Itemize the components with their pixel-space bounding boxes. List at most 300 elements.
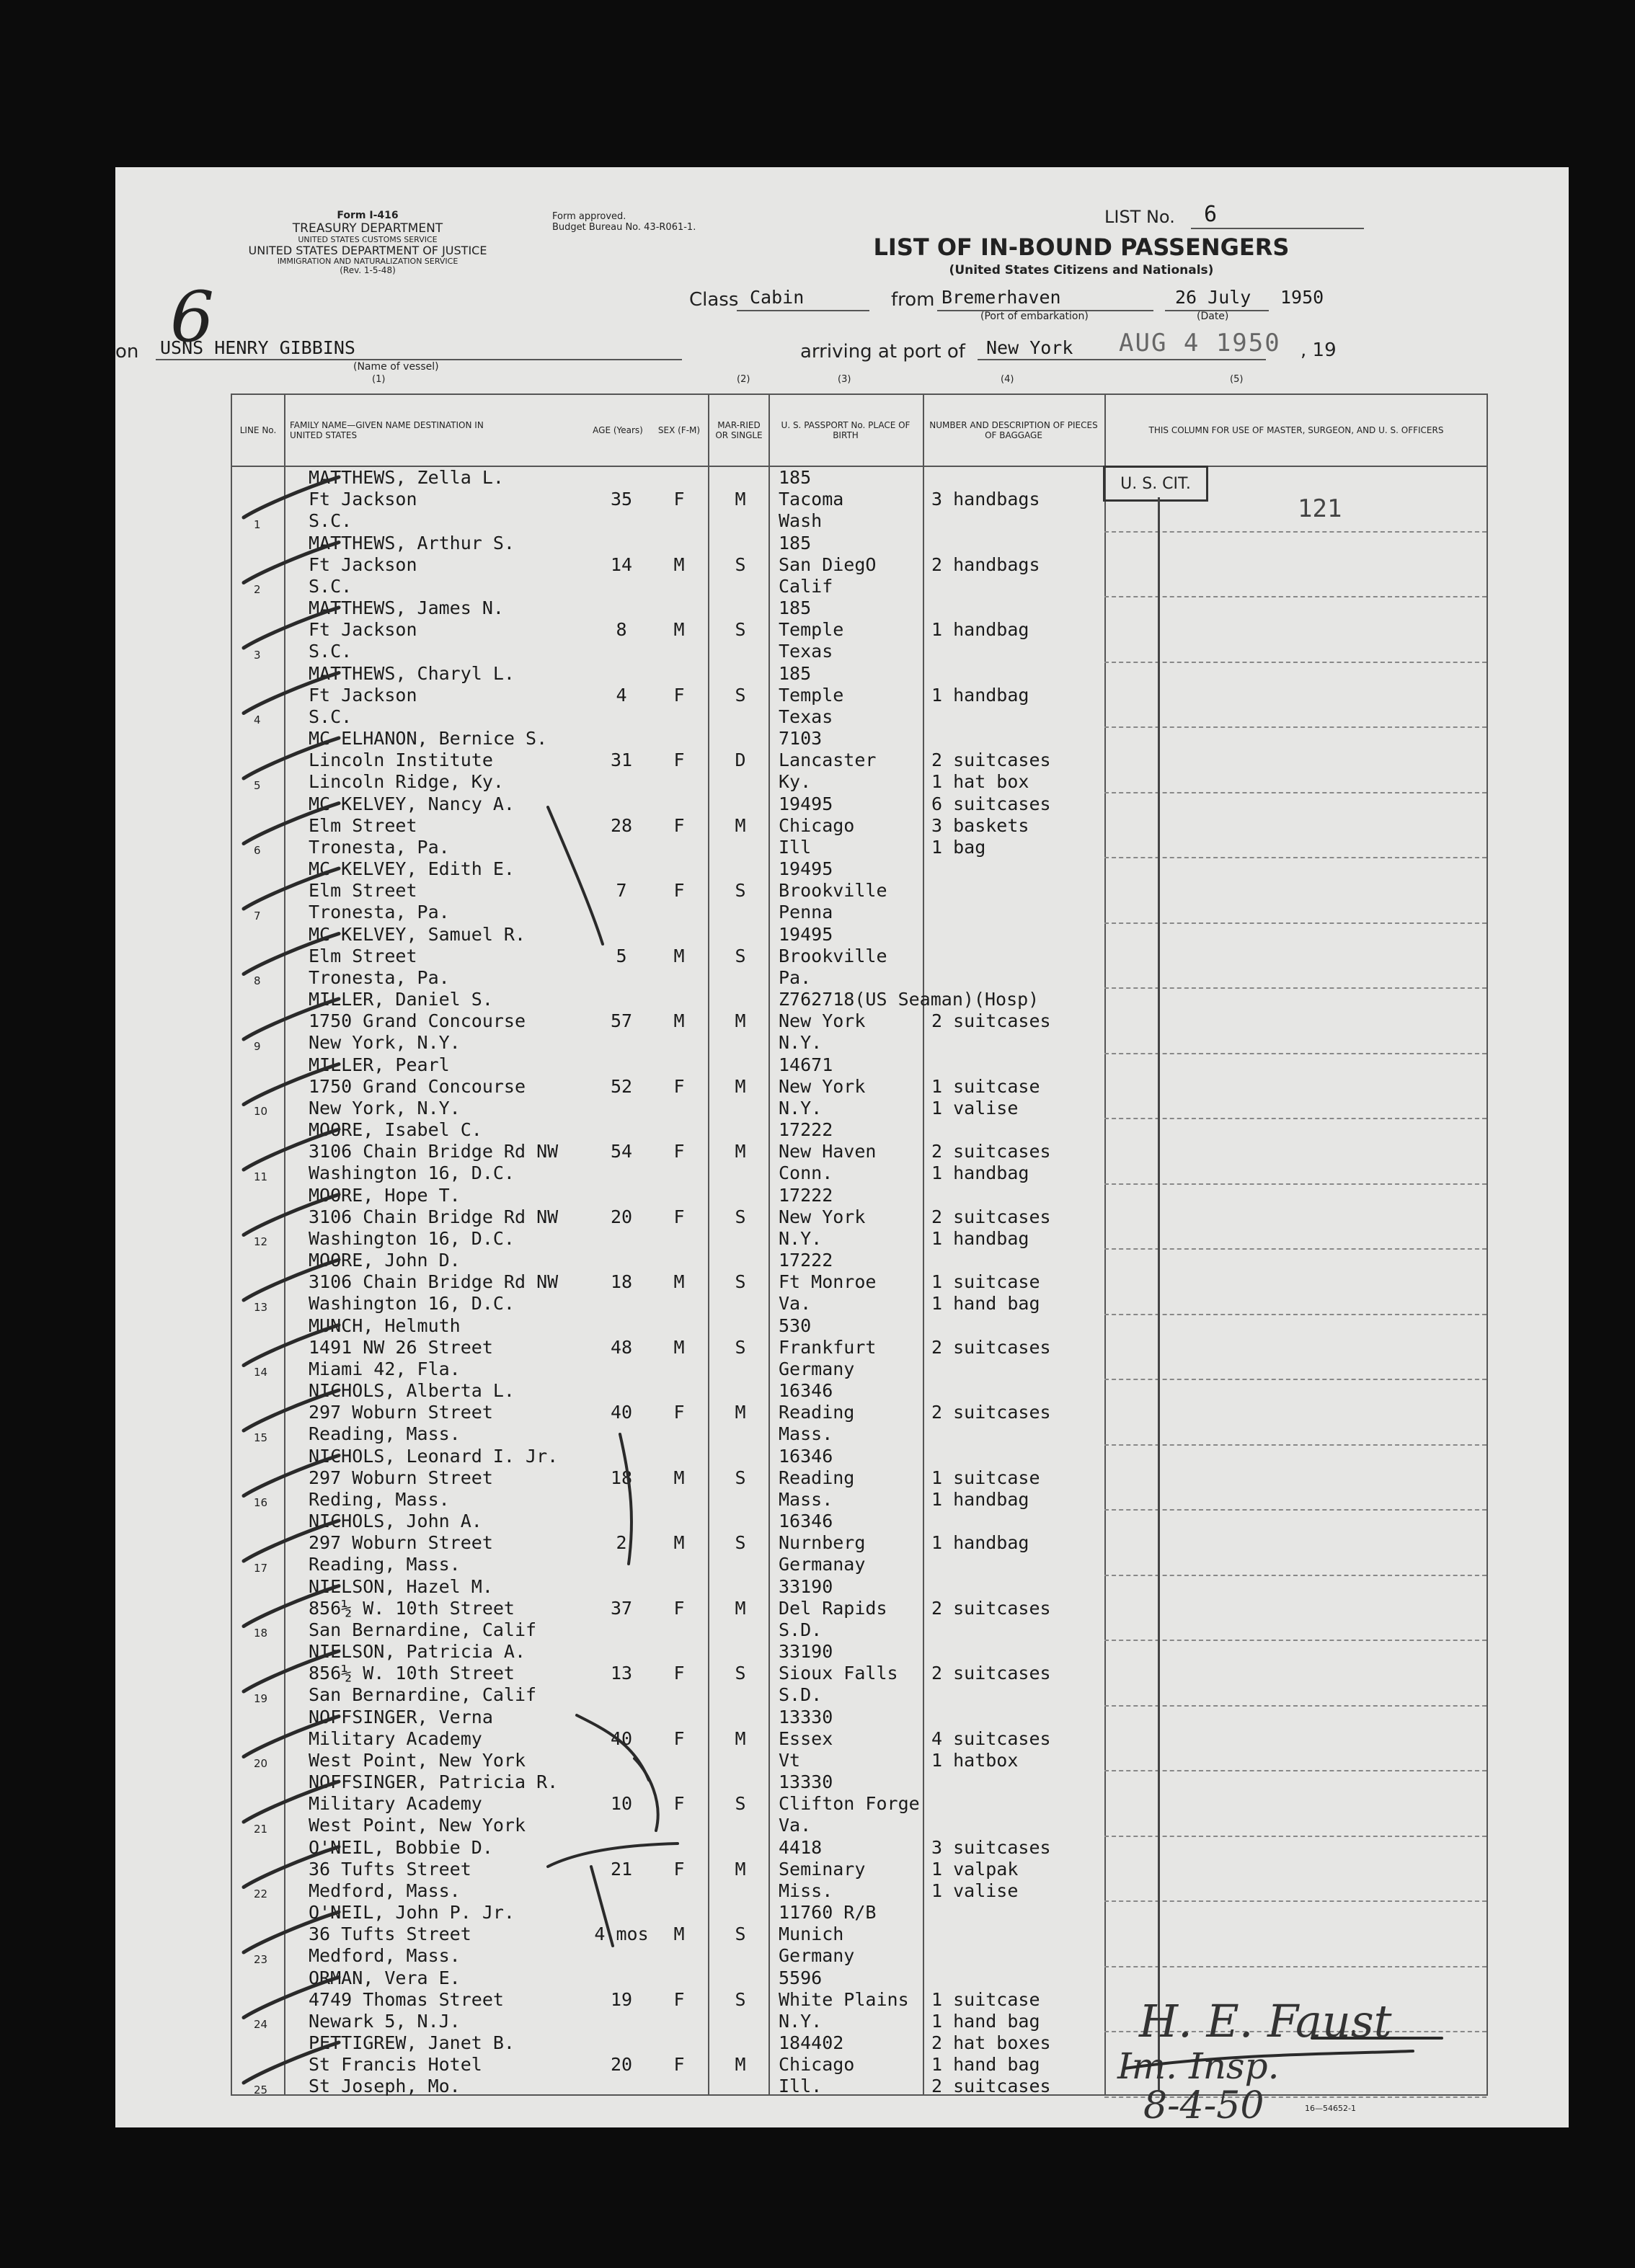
birthplace-state: S.D. <box>779 1684 823 1705</box>
marital-status: M <box>735 1858 746 1880</box>
passenger-sex: F <box>673 880 685 901</box>
vessel-name: USNS HENRY GIBBINS <box>160 337 355 358</box>
birthplace-city: Tacoma <box>779 489 844 510</box>
baggage-line-1: 1 suitcase <box>931 1075 1040 1097</box>
line-number: 8 <box>254 974 261 987</box>
passport-number: 19495 <box>779 793 833 814</box>
marital-status: S <box>735 1988 746 2010</box>
address-line-2: S.C. <box>309 510 353 531</box>
col-married: MAR-RIED OR SINGLE <box>715 420 763 440</box>
marital-status: S <box>735 1271 746 1292</box>
address-line-1: 36 Tufts Street <box>309 1924 471 1944</box>
passenger-name: NICHOLS, Alberta L. <box>309 1380 515 1401</box>
us-citizen-stamp: U. S. CIT. <box>1103 466 1208 502</box>
birthplace-state: Germanay <box>779 1554 866 1575</box>
passenger-name: MC KELVEY, Samuel R. <box>309 923 526 945</box>
table-row <box>232 663 1486 729</box>
passenger-age: 19 <box>610 1988 633 2010</box>
line-number: 11 <box>254 1170 268 1183</box>
address-line-1: Ft Jackson <box>309 489 417 510</box>
address-line-1: Ft Jackson <box>309 684 417 706</box>
passenger-sex: F <box>673 2054 685 2075</box>
marital-status: M <box>735 2054 746 2075</box>
birthplace-city: Reading <box>779 1402 855 1423</box>
passenger-sex: F <box>673 1793 685 1814</box>
address-line-1: 297 Woburn Street <box>309 1402 493 1423</box>
line-number: 21 <box>254 1822 268 1836</box>
address-line-2: Reding, Mass. <box>309 1488 450 1510</box>
passenger-age: 20 <box>610 2054 633 2075</box>
passenger-age: 57 <box>610 1010 633 1031</box>
passenger-sex: M <box>673 1271 685 1292</box>
ins-label: IMMIGRATION AND NATURALIZATION SERVICE <box>277 256 458 266</box>
passport-number: 19495 <box>779 858 833 879</box>
address-line-1: Ft Jackson <box>309 619 417 640</box>
marital-status: S <box>735 880 746 901</box>
rev-label: (Rev. 1-5-48) <box>340 265 396 276</box>
passenger-name: MC ELHANON, Bernice S. <box>309 728 548 749</box>
customs-label: UNITED STATES CUSTOMS SERVICE <box>298 234 438 244</box>
address-line-2: Medford, Mass. <box>309 1945 461 1966</box>
address-line-2: West Point, New York <box>309 1815 526 1836</box>
passenger-sex: F <box>673 1206 685 1227</box>
marital-status: M <box>735 1141 746 1162</box>
table-row <box>232 1250 1486 1315</box>
passport-number: 185 <box>779 467 812 488</box>
form-number: Form I-416 <box>337 210 399 221</box>
birthplace-city: White Plains <box>779 1988 909 2010</box>
line-number: 16 <box>254 1496 268 1509</box>
birthplace-state: Miss. <box>779 1880 833 1901</box>
marital-status: S <box>735 1924 746 1944</box>
address-line-2: St Joseph, Mo. <box>309 2076 461 2096</box>
passenger-sex: M <box>673 1336 685 1358</box>
address-line-2: Tronesta, Pa. <box>309 966 450 988</box>
address-line-1: Elm Street <box>309 880 417 901</box>
address-line-2: Lincoln Ridge, Ky. <box>309 771 504 792</box>
passenger-sex: F <box>673 750 685 770</box>
passenger-name: MATTHEWS, Charyl L. <box>309 662 515 684</box>
line-number: 10 <box>254 1105 268 1118</box>
col-line-no: LINE No. <box>239 425 277 436</box>
baggage-line-3: 1 valise <box>931 1880 1019 1901</box>
vessel-caption: (Name of vessel) <box>353 361 439 373</box>
birthplace-state: Ill <box>779 836 812 858</box>
arriving-label: arriving at port of <box>800 341 965 363</box>
baggage-line-2: 1 hat box <box>931 771 1029 792</box>
address-line-1: 1491 NW 26 Street <box>309 1336 493 1358</box>
table-row <box>232 1837 1486 1903</box>
passenger-sex: F <box>673 814 685 836</box>
address-line-2: San Bernardine, Calif <box>309 1684 537 1705</box>
marital-status: S <box>735 684 746 706</box>
baggage-line-1: 2 suitcases <box>931 1597 1051 1619</box>
table-row <box>232 793 1486 859</box>
baggage-line-1: 2 suitcases <box>931 1010 1051 1031</box>
passenger-age: 20 <box>610 1206 633 1227</box>
passenger-name: NICHOLS, Leonard I. Jr. <box>309 1445 559 1467</box>
baggage-line-2: 1 handbag <box>931 1162 1029 1183</box>
passenger-table <box>231 393 1488 2096</box>
passenger-name: O'NEIL, Bobbie D. <box>309 1836 493 1858</box>
birthplace-state: Mass. <box>779 1488 833 1510</box>
passenger-name: MOORE, Hope T. <box>309 1184 461 1206</box>
passenger-age: 4 <box>616 684 627 706</box>
vessel-column-number: (1) <box>372 374 386 385</box>
line-number: 4 <box>254 713 261 726</box>
birthplace-city: Temple <box>779 619 844 640</box>
passenger-sex: M <box>673 619 685 640</box>
marital-status: M <box>735 814 746 836</box>
passenger-sex: M <box>673 945 685 966</box>
passenger-sex: M <box>673 1010 685 1031</box>
port-caption: (Port of embarkation) <box>980 311 1089 322</box>
passenger-age: 31 <box>610 750 633 770</box>
birthplace-city: New York <box>779 1010 866 1031</box>
col-num-5: (5) <box>1230 374 1244 385</box>
line-number: 5 <box>254 778 261 792</box>
baggage-line-1: 2 suitcases <box>931 1206 1051 1227</box>
address-line-2: Washington 16, D.C. <box>309 1162 515 1183</box>
baggage-line-1: 1 suitcase <box>931 1271 1040 1292</box>
passenger-sex: F <box>673 1141 685 1162</box>
table-row <box>232 1054 1486 1120</box>
birthplace-state: N.Y. <box>779 1227 823 1249</box>
baggage-line-1: 2 handbags <box>931 553 1040 575</box>
inspector-signature: H. E. Faust <box>1139 1995 1392 2047</box>
baggage-line-1: 1 handbag <box>931 1532 1029 1553</box>
baggage-line-2: 3 baskets <box>931 814 1029 836</box>
departure-date: 26 July <box>1175 287 1251 308</box>
passport-number: 17222 <box>779 1184 833 1206</box>
birthplace-state: Penna <box>779 902 833 922</box>
col-num-3: (3) <box>838 374 851 385</box>
passenger-age: 13 <box>610 1663 633 1684</box>
address-line-2: West Point, New York <box>309 1749 526 1771</box>
passenger-name: MOORE, John D. <box>309 1250 461 1271</box>
passport-number: 17222 <box>779 1250 833 1271</box>
table-row <box>232 989 1486 1054</box>
passenger-sex: F <box>673 1075 685 1097</box>
passport-number: 33190 <box>779 1575 833 1597</box>
table-row <box>232 1511 1486 1576</box>
baggage-line-1: 6 suitcases <box>931 793 1051 814</box>
address-line-2: Miami 42, Fla. <box>309 1358 461 1379</box>
address-line-1: 36 Tufts Street <box>309 1858 471 1880</box>
budget-bureau: Budget Bureau No. 43-R061-1. <box>552 221 696 233</box>
col-num-2: (2) <box>737 374 750 385</box>
baggage-line-1: 3 handbags <box>931 489 1040 510</box>
passenger-sex: M <box>673 1532 685 1553</box>
passport-number: 4418 <box>779 1836 823 1858</box>
line-number: 24 <box>254 2018 268 2031</box>
passenger-sex: F <box>673 1858 685 1880</box>
table-row <box>232 1902 1486 1967</box>
table-row <box>232 1446 1486 1511</box>
passenger-name: MC KELVEY, Edith E. <box>309 858 515 879</box>
marital-status: S <box>735 619 746 640</box>
passenger-sex: F <box>673 1597 685 1619</box>
address-line-1: 4749 Thomas Street <box>309 1988 504 2010</box>
passenger-age: 5 <box>616 945 627 966</box>
line-number: 3 <box>254 648 261 662</box>
passenger-sex: F <box>673 1663 685 1684</box>
passenger-age: 40 <box>610 1727 633 1749</box>
class-value: Cabin <box>750 287 805 308</box>
baggage-line-1: 1 handbag <box>931 619 1029 640</box>
birthplace-state: Germany <box>779 1358 855 1379</box>
passenger-name: MC KELVEY, Nancy A. <box>309 793 515 814</box>
baggage-line-1: 4 suitcases <box>931 1727 1051 1749</box>
address-line-2: San Bernardine, Calif <box>309 1619 537 1640</box>
birthplace-city: Lancaster <box>779 750 877 770</box>
baggage-line-2: 1 hatbox <box>931 1749 1019 1771</box>
baggage-line-1: 1 hand bag <box>931 2054 1040 2075</box>
line-number: 18 <box>254 1627 268 1640</box>
marital-status: M <box>735 1075 746 1097</box>
arrival-date-stamp: AUG 4 1950 <box>1119 329 1281 357</box>
passport-number: 530 <box>779 1315 812 1336</box>
birthplace-state: Calif <box>779 575 833 597</box>
passport-number: 19495 <box>779 923 833 945</box>
address-line-2: New York, N.Y. <box>309 1097 461 1119</box>
passenger-age: 4 mos <box>594 1924 649 1944</box>
baggage-line-2: 1 valise <box>931 1097 1019 1119</box>
baggage-line-1: 3 suitcases <box>931 1836 1051 1858</box>
table-row <box>232 1641 1486 1707</box>
passenger-age: 21 <box>610 1858 633 1880</box>
passenger-age: 8 <box>616 619 627 640</box>
address-line-2: Reading, Mass. <box>309 1423 461 1444</box>
address-line-2: Medford, Mass. <box>309 1880 461 1901</box>
passenger-age: 2 <box>616 1532 627 1553</box>
passenger-name: MATTHEWS, Zella L. <box>309 467 504 488</box>
table-row <box>232 597 1486 663</box>
line-number: 2 <box>254 583 261 596</box>
address-line-2: S.C. <box>309 641 353 662</box>
table-row <box>232 924 1486 990</box>
class-label: Class <box>689 289 739 311</box>
passenger-name: NICHOLS, John A. <box>309 1511 482 1531</box>
inspector-title: Im. Insp. <box>1117 2045 1280 2087</box>
list-number: 6 <box>1204 202 1218 227</box>
marital-status: S <box>735 1467 746 1488</box>
line-number: 13 <box>254 1300 268 1314</box>
passenger-name: MATTHEWS, James N. <box>309 597 504 618</box>
address-line-1: 856½ W. 10th Street <box>309 1597 515 1619</box>
address-line-1: 856½ W. 10th Street <box>309 1663 515 1684</box>
marital-status: S <box>735 1336 746 1358</box>
list-label: LIST No. <box>1104 207 1175 227</box>
page-subtitle: (United States Citizens and Nationals) <box>949 263 1214 277</box>
marital-status: S <box>735 1532 746 1553</box>
passport-number: 17222 <box>779 1119 833 1140</box>
date-caption: (Date) <box>1197 311 1229 322</box>
address-line-1: 1750 Grand Concourse <box>309 1010 526 1031</box>
on-label: on <box>115 341 139 363</box>
baggage-line-2: 1 valpak <box>931 1858 1019 1880</box>
inspection-date: 8-4-50 <box>1143 2084 1264 2127</box>
marital-status: M <box>735 1597 746 1619</box>
marital-status: D <box>735 750 746 770</box>
passenger-name: NOFFSINGER, Patricia R. <box>309 1771 559 1792</box>
passenger-sex: M <box>673 1924 685 1944</box>
passport-number: 33190 <box>779 1641 833 1662</box>
passenger-name: MOORE, Isabel C. <box>309 1119 482 1140</box>
line-number: 1 <box>254 517 261 531</box>
address-line-2: New York, N.Y. <box>309 1032 461 1053</box>
passenger-sex: F <box>673 489 685 510</box>
line-number: 14 <box>254 1366 268 1379</box>
passenger-age: 35 <box>610 489 633 510</box>
col-passport: U. S. PASSPORT No. PLACE OF BIRTH <box>781 420 910 440</box>
baggage-line-1: 1 handbag <box>931 684 1029 706</box>
line-number: 9 <box>254 1039 261 1053</box>
address-line-1: 1750 Grand Concourse <box>309 1075 526 1097</box>
passport-number: 16346 <box>779 1445 833 1467</box>
passenger-age: 7 <box>616 880 627 901</box>
baggage-line-1: 2 suitcases <box>931 1663 1051 1684</box>
passenger-name: MATTHEWS, Arthur S. <box>309 532 515 553</box>
address-line-1: 3106 Chain Bridge Rd NW <box>309 1141 559 1162</box>
birthplace-state: Wash <box>779 510 823 531</box>
birthplace-city: Munich <box>779 1924 844 1944</box>
birthplace-state: N.Y. <box>779 1032 823 1053</box>
passenger-age: 48 <box>610 1336 633 1358</box>
address-line-2: S.C. <box>309 706 353 727</box>
passport-number: 184402 <box>779 2032 844 2053</box>
passenger-sex: F <box>673 1727 685 1749</box>
address-line-1: 297 Woburn Street <box>309 1532 493 1553</box>
address-line-1: 297 Woburn Street <box>309 1467 493 1488</box>
passenger-name: MUNCH, Helmuth <box>309 1315 461 1336</box>
baggage-line-3: 2 hat boxes <box>931 2032 1051 2053</box>
marital-status: S <box>735 1663 746 1684</box>
birthplace-city: Nurnberg <box>779 1532 866 1553</box>
birthplace-state: Pa. <box>779 966 812 988</box>
table-row <box>232 1315 1486 1381</box>
passenger-age: 14 <box>610 553 633 575</box>
address-line-1: Elm Street <box>309 945 417 966</box>
passenger-sex: M <box>673 1467 685 1488</box>
passenger-age: 52 <box>610 1075 633 1097</box>
address-line-2: Tronesta, Pa. <box>309 902 450 922</box>
baggage-line-2: 2 suitcases <box>931 2076 1051 2096</box>
passenger-sex: F <box>673 1402 685 1423</box>
form-block <box>231 210 505 276</box>
birthplace-state: Conn. <box>779 1162 833 1183</box>
address-line-1: Elm Street <box>309 814 417 836</box>
address-line-1: Ft Jackson <box>309 553 417 575</box>
line-number: 6 <box>254 844 261 857</box>
passenger-age: 40 <box>610 1402 633 1423</box>
table-row <box>232 728 1486 793</box>
passport-number: 14671 <box>779 1054 833 1075</box>
passenger-age: 18 <box>610 1467 633 1488</box>
baggage-line-1: 1 suitcase <box>931 1988 1040 2010</box>
marital-status: M <box>735 1010 746 1031</box>
line-number: 25 <box>254 2083 268 2096</box>
manifest-page <box>115 167 1569 2127</box>
birthplace-city: Brookville <box>779 880 887 901</box>
address-line-2: Tronesta, Pa. <box>309 836 450 858</box>
passenger-name: MILLER, Pearl <box>309 1054 450 1075</box>
passenger-name: MILLER, Daniel S. <box>309 989 493 1010</box>
page-title: LIST OF IN-BOUND PASSENGERS <box>873 234 1290 261</box>
marital-status: S <box>735 945 746 966</box>
passenger-name: NIELSON, Patricia A. <box>309 1641 526 1662</box>
line-number: 23 <box>254 1952 268 1966</box>
birthplace-state: Ky. <box>779 771 812 792</box>
departure-year: 1950 <box>1280 287 1324 308</box>
passport-number: 16346 <box>779 1380 833 1401</box>
table-row <box>232 1119 1486 1185</box>
marital-status: M <box>735 1402 746 1423</box>
address-line-1: Military Academy <box>309 1727 482 1749</box>
birthplace-state: N.Y. <box>779 2010 823 2032</box>
passport-number: 13330 <box>779 1771 833 1792</box>
form-approved: Form approved. <box>552 211 626 222</box>
birthplace-state: Va. <box>779 1293 812 1314</box>
birthplace-state: Ill. <box>779 2076 823 2096</box>
passport-number: 16346 <box>779 1511 833 1531</box>
line-number: 17 <box>254 1561 268 1575</box>
baggage-line-2: 1 handbag <box>931 1488 1029 1510</box>
page-mark: 121 <box>1298 494 1342 523</box>
birthplace-state: Texas <box>779 706 833 727</box>
line-number: 7 <box>254 909 261 922</box>
passenger-age: 10 <box>610 1793 633 1814</box>
birthplace-city: Chicago <box>779 814 855 836</box>
treasury-label: TREASURY DEPARTMENT <box>292 221 443 236</box>
arrival-year: , 19 <box>1301 339 1337 361</box>
passport-number: 185 <box>779 597 812 618</box>
birthplace-city: Temple <box>779 684 844 706</box>
address-line-1: Lincoln Institute <box>309 750 493 770</box>
col-baggage: NUMBER AND DESCRIPTION OF PIECES OF BAGGAGE <box>929 420 1098 440</box>
birthplace-city: Seminary <box>779 1858 866 1880</box>
passport-number: 185 <box>779 532 812 553</box>
birthplace-state: N.Y. <box>779 1097 823 1119</box>
passenger-age: 37 <box>610 1597 633 1619</box>
line-number: 15 <box>254 1431 268 1444</box>
col-name: FAMILY NAME—GIVEN NAME DESTINATION IN UNITED STATES <box>290 420 484 440</box>
baggage-line-1: 2 suitcases <box>931 750 1051 770</box>
birthplace-city: Sioux Falls <box>779 1663 898 1684</box>
passenger-age: 54 <box>610 1141 633 1162</box>
birthplace-city: Brookville <box>779 945 887 966</box>
passport-number: 11760 R/B <box>779 1902 877 1923</box>
address-line-2: Washington 16, D.C. <box>309 1227 515 1249</box>
birthplace-city: Frankfurt <box>779 1336 877 1358</box>
passenger-age: 18 <box>610 1271 633 1292</box>
birthplace-city: Chicago <box>779 2054 855 2075</box>
margin-note: 6 <box>170 277 215 357</box>
birthplace-city: New York <box>779 1075 866 1097</box>
col-num-4: (4) <box>1001 374 1014 385</box>
passenger-name: PETTIGREW, Janet B. <box>309 2032 515 2053</box>
port-of-embarkation: Bremerhaven <box>941 287 1061 308</box>
marital-status: S <box>735 1206 746 1227</box>
passport-number: 13330 <box>779 1706 833 1727</box>
passenger-name: NIELSON, Hazel M. <box>309 1575 493 1597</box>
passenger-name: O'NEIL, John P. Jr. <box>309 1902 515 1923</box>
birthplace-city: Reading <box>779 1467 855 1488</box>
birthplace-state: Mass. <box>779 1423 833 1444</box>
col-officers: THIS COLUMN FOR USE OF MASTER, SURGEON, AND U. S. OFFICERS <box>1148 425 1444 436</box>
baggage-line-1: 2 suitcases <box>931 1336 1051 1358</box>
from-label: from <box>891 289 935 311</box>
